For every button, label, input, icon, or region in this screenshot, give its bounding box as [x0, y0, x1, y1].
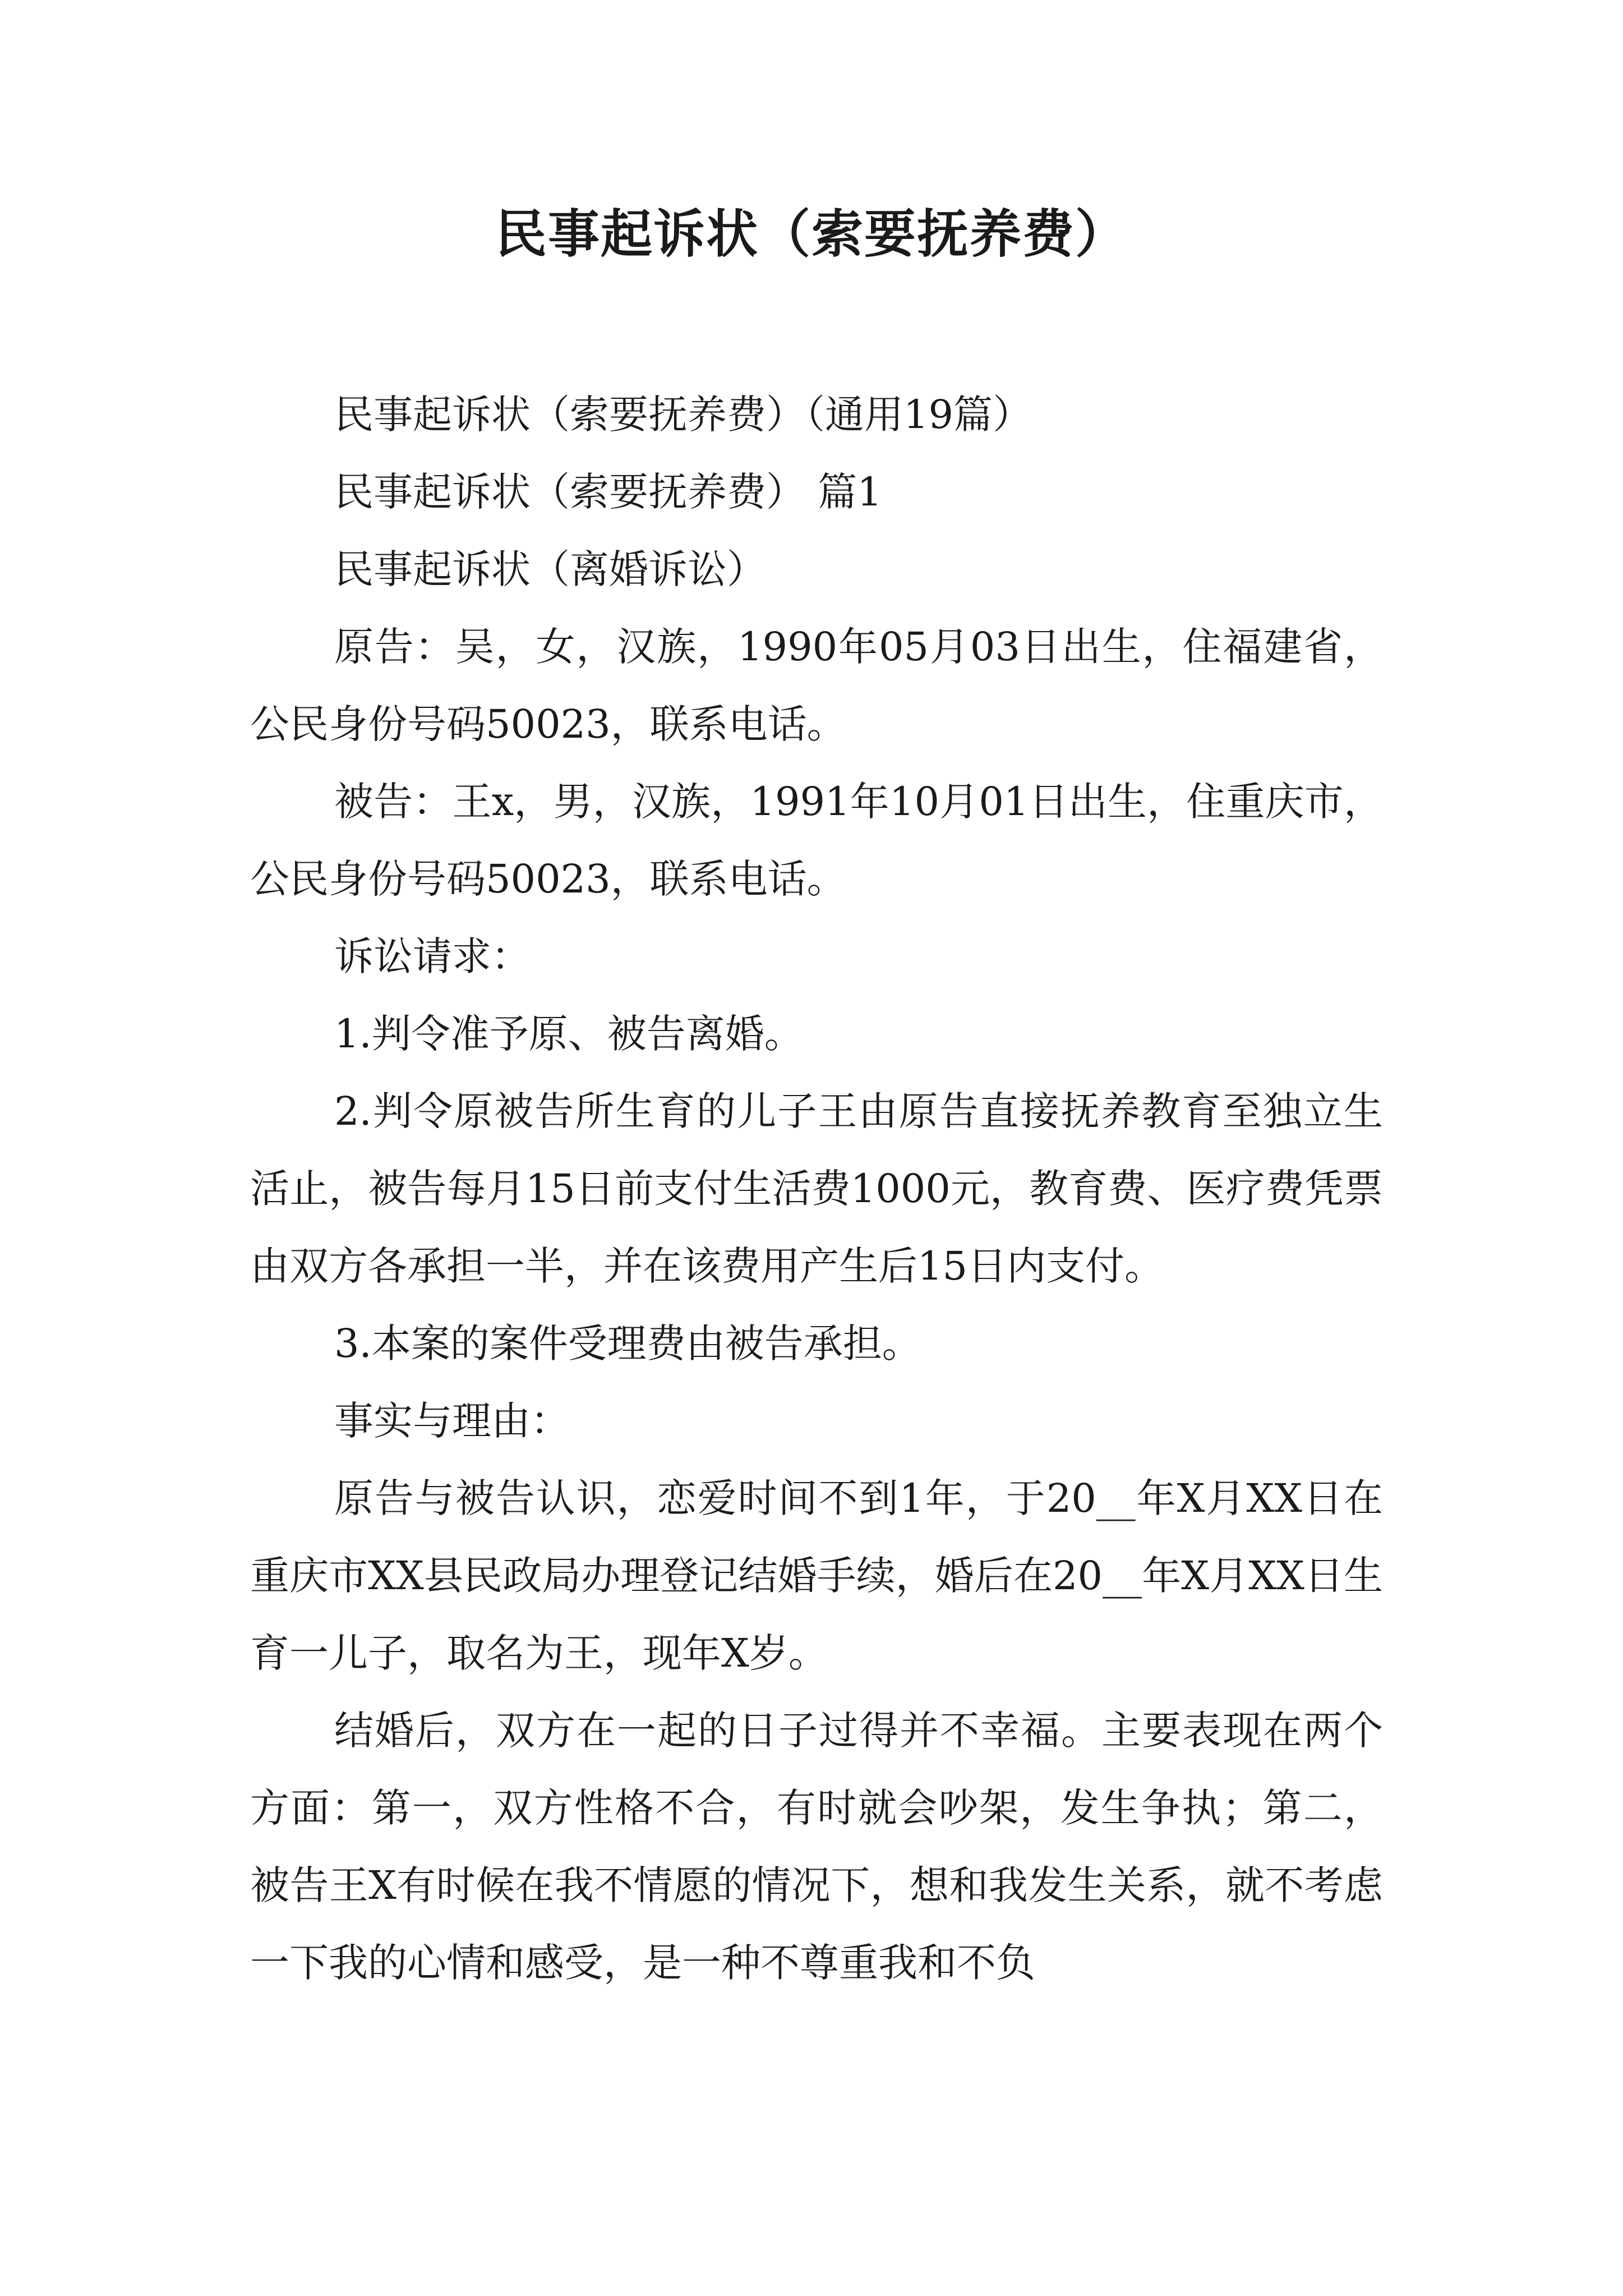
paragraph-section: 民事起诉状（索要抚养费） 篇1	[334, 469, 882, 515]
paragraph-claim-1: 1.判令准予原、被告离婚。	[334, 1011, 804, 1057]
paragraph-facts-heading: 事实与理由：	[334, 1398, 570, 1444]
paragraph-defendant: 被告：王x，男，汉族，1991年10月01日出生，住重庆市，公民身份号码50023，联系电话。	[250, 779, 1383, 902]
paragraph-claim-2: 2.判令原被告所生育的儿子王由原告直接抚养教育至独立生活止，被告每月15日前支付生活费1000元，教育费、医疗费凭票由双方各承担一半，并在该费用产生后15日内支付。	[250, 1088, 1383, 1289]
document-title: 民事起诉状（索要抚养费）	[495, 204, 1128, 264]
paragraph-claims-heading: 诉讼请求：	[334, 933, 531, 979]
paragraph-facts-1: 原告与被告认识，恋爱时间不到1年，于20__年X月XX日在重庆市XX县民政局办理登记结婚手续，婚后在20__年X月XX日生育一儿子，取名为王，现年X岁。	[250, 1475, 1383, 1676]
paragraph-heading: 民事起诉状（索要抚养费）（通用19篇）	[334, 392, 1032, 438]
paragraph-facts-2: 结婚后，双方在一起的日子过得并不幸福。主要表现在两个方面：第一，双方性格不合，有时就会吵架，发生争执；第二，被告王X有时候在我不情愿的情况下，想和我发生关系，就不考虑一下我的心情和感受，是一种不尊重我和不负	[250, 1708, 1383, 1986]
paragraph-subtitle: 民事起诉状（离婚诉讼）	[334, 546, 766, 592]
paragraph-plaintiff: 原告：吴，女，汉族，1990年05月03日出生，住福建省，公民身份号码50023，联系电话。	[250, 624, 1383, 747]
paragraph-claim-3: 3.本案的案件受理费由被告承担。	[334, 1320, 921, 1366]
document-body	[250, 376, 1383, 2001]
